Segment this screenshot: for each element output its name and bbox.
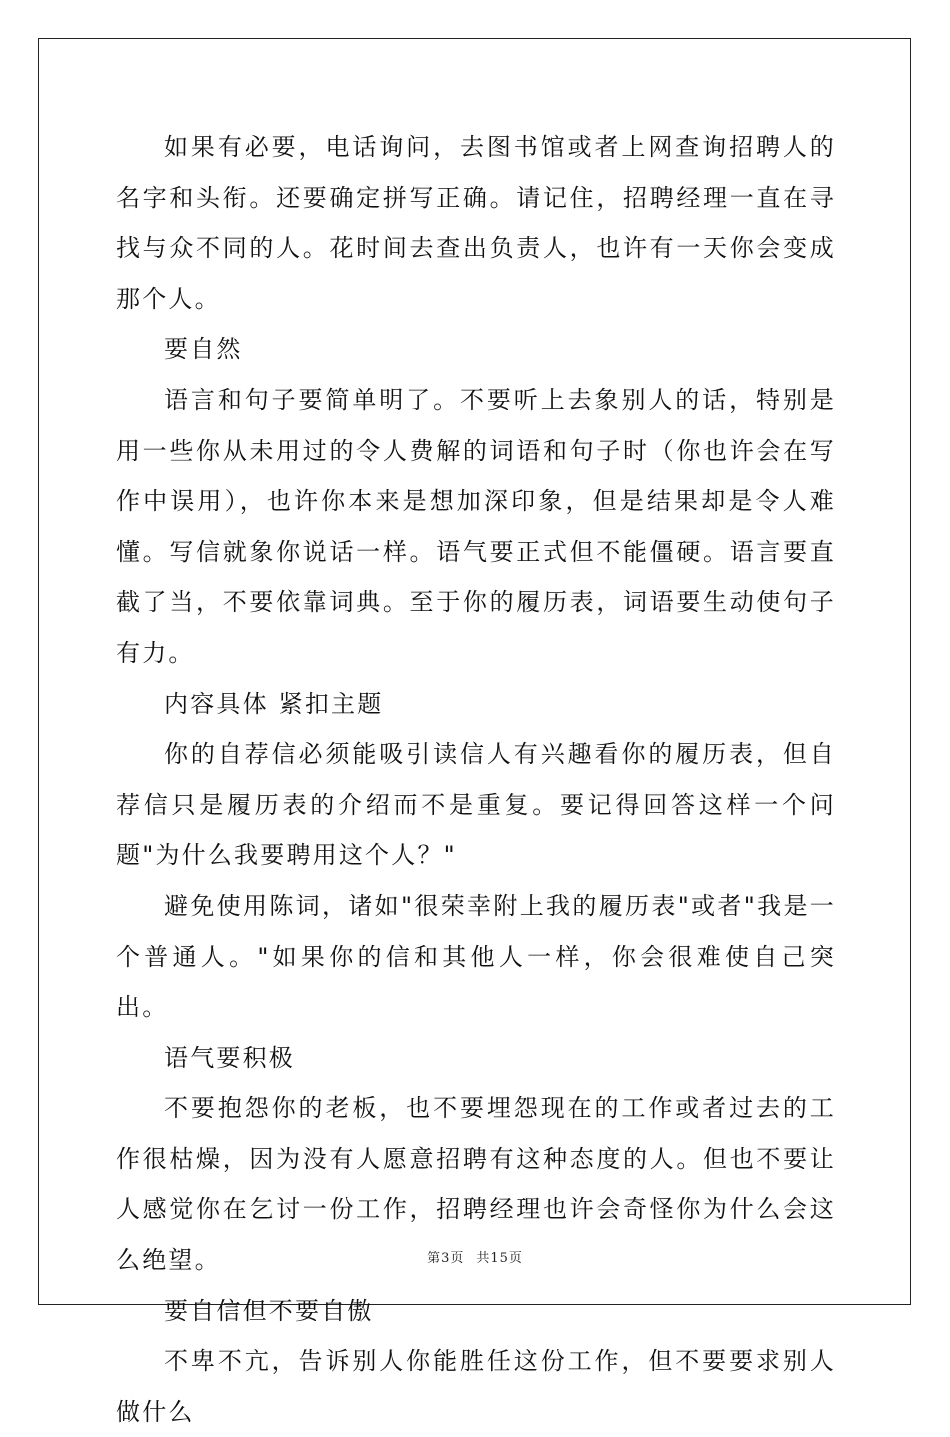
paragraph: 你的自荐信必须能吸引读信人有兴趣看你的履历表，但自荐信只是履历表的介绍而不是重复。要记得回答这样一个问题"为什么我要聘用这个人？" (116, 740, 836, 870)
document-body (116, 122, 836, 1437)
paragraph: 语言和句子要简单明了。不要听上去象别人的话，特别是用一些你从未用过的令人费解的词语和句子时（你也许会在写作中误用），也许你本来是想加深印象，但是结果却是令人难懂。写信就象你说话一样。语气要正式但不能僵硬。语言要直截了当，不要依靠词典。至于你的履历表，词语要生动使句子有力。 (116, 385, 836, 667)
page-number: 第3页 (427, 1251, 465, 1266)
section-heading: 内容具体 紧扣主题 (164, 689, 384, 718)
paragraph: 如果有必要，电话询问，去图书馆或者上网查询招聘人的名字和头衔。还要确定拼写正确。请记住，招聘经理一直在寻找与众不同的人。花时间去查出负责人，也许有一天你会变成那个人。 (116, 133, 836, 313)
paragraph: 不要抱怨你的老板，也不要埋怨现在的工作或者过去的工作很枯燥，因为没有人愿意招聘有这种态度的人。但也不要让人感觉你在乞讨一份工作，招聘经理也许会奇怪你为什么会这么绝望。 (116, 1094, 836, 1275)
page-footer (0, 1247, 950, 1266)
page-total: 共15页 (476, 1251, 523, 1266)
section-heading: 语气要积极 (164, 1043, 295, 1072)
paragraph: 不卑不亢，告诉别人你能胜任这份工作，但不要要求别人做什么 (116, 1347, 836, 1426)
section-heading: 要自信但不要自傲 (164, 1296, 374, 1325)
section-heading: 要自然 (164, 335, 243, 364)
paragraph: 避免使用陈词，诸如"很荣幸附上我的履历表"或者"我是一个普通人。"如果你的信和其他人一样，你会很难使自己突出。 (116, 891, 836, 1022)
